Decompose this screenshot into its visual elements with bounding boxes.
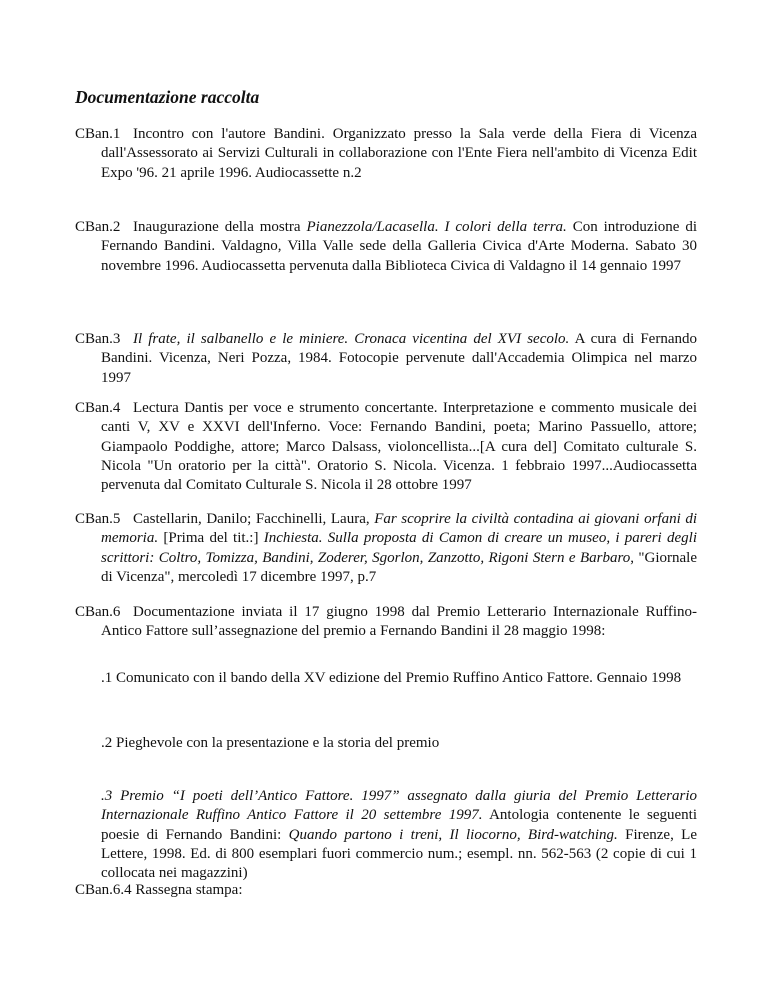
entry-text (75, 125, 697, 183)
page-title: Documentazione raccolta (75, 87, 260, 107)
entry-text-content: A cura di Fernando Bandini. Vicenza, Neri Pozza, 1984. Fotocopie pervenute dall'Accademia Olimpica nel marzo 1997 (101, 331, 697, 386)
entry-text-content: Documentazione inviata il 17 giugno 1998 dal Premio Letterario Internazionale Ruffino-Antico Fattore sull’assegnazione del premio a Fernando Bandini il 28 maggio 1998: (101, 604, 697, 640)
entry-text-content: Lectura Dantis per voce e strumento concertante. Interpretazione e commento musicale dei canti V, XV e XXVI dell'Inferno. Voce: Fernando Bandini, poeta; Marino Passuello, attore; Giampaolo Poddighe, attore; Marco Dalsass, violoncellista...[A cura del] Comitato culturale S. Nicola "Un oratorio per la città". Oratorio S. Nicola. Vicenza. 1 febbraio 1997...Audiocassetta pervenuta dal Comitato Culturale S. Nicola il 28 ottobre 1997 (101, 400, 697, 494)
prize-title: .3 Premio “I poeti dell’Antico Fattore. 1997” assegnato dalla giuria del Premio Letterario Internazionale Ruffino Antico Fattore il 20 settembre 1997. (101, 788, 697, 824)
subentry-text: .2 Pieghevole con la presentazione e la storia del premio (101, 735, 440, 751)
subentry-1 (101, 669, 697, 688)
poem-titles: Quando partono i treni, Il liocorno, Bird-watching. (288, 826, 618, 843)
entry-text-content: , "Giornale di Vicenza", mercoledì 17 dicembre 1997, p.7 (101, 549, 697, 585)
subentry-3 (101, 787, 697, 883)
subentry-2 (101, 734, 697, 753)
entry-text-content: Incontro con l'autore Bandini. Organizzato presso la Sala verde della Fiera di Vicenza dall'Assessorato ai Servizi Culturali in collaborazione con l'Ente Fiera nell'ambito di Vicenza Edit Expo '96. 21 aprile 1996. Audiocassette n.2 (101, 126, 697, 181)
entry-id: CBan.2 (75, 219, 121, 235)
entry-cban-3 (75, 330, 697, 388)
entry-id: CBan.3 (75, 331, 121, 347)
entry-text (75, 510, 697, 587)
entry-text-content: Con introduzione di Fernando Bandini. Valdagno, Villa Valle sede della Galleria Civica d'Arte Moderna. Sabato 30 novembre 1996. Audiocassetta pervenuta dalla Biblioteca Civica di Valdagno il 14 gennaio 1997 (101, 219, 697, 274)
article-subtitle: Inchiesta. Sulla proposta di Camon di creare un museo, i pareri degli scrittori: Coltro, Tomizza, Bandini, Zoderer, Sgorlon, Zanzotto, Rigoni Stern e Barbaro (101, 530, 697, 566)
entry-cban-5 (75, 510, 697, 587)
subentry-text: Antologia contenente le seguenti poesie di Fernando Bandini: (101, 807, 697, 843)
entry-text (75, 330, 697, 388)
entry-text (75, 399, 697, 495)
entry-id: CBan.6.4 (75, 882, 132, 898)
entry-text-content: Inaugurazione della mostra (133, 219, 307, 235)
entry-text-content: [Prima del tit.:] (158, 530, 264, 547)
article-title: Far scoprire la civiltà contadina ai giovani orfani di memoria. (101, 511, 697, 547)
entry-cban-2 (75, 218, 697, 276)
entry-cban-6-4 (75, 881, 697, 900)
exhibition-title: Pianezzola/Lacasella. I colori della terra. (306, 219, 567, 235)
book-title: Il frate, il salbanello e le miniere. Cronaca vicentina del XVI secolo. (133, 331, 570, 347)
entry-text-content: Rassegna stampa: (135, 882, 243, 898)
entry-text-content: Castellarin, Danilo; Facchinelli, Laura, (133, 511, 375, 527)
entry-cban-6 (75, 603, 697, 642)
subentry-text: Firenze, Le Lettere, 1998. Ed. di 800 esemplari fuori commercio num.; esempl. nn. 562-563 (2 copie di cui 1 collocata nei magazzini) (101, 826, 697, 882)
subentry-text: .1 Comunicato con il bando della XV edizione del Premio Ruffino Antico Fattore. Gennaio 1998 (101, 670, 682, 686)
entry-id: CBan.6 (75, 604, 121, 620)
entry-id: CBan.5 (75, 511, 121, 527)
entry-id: CBan.4 (75, 400, 121, 416)
entry-text (75, 603, 697, 642)
entry-id: CBan.1 (75, 126, 121, 142)
entry-cban-4 (75, 399, 697, 495)
entry-cban-1 (75, 125, 697, 183)
entry-text (75, 218, 697, 276)
